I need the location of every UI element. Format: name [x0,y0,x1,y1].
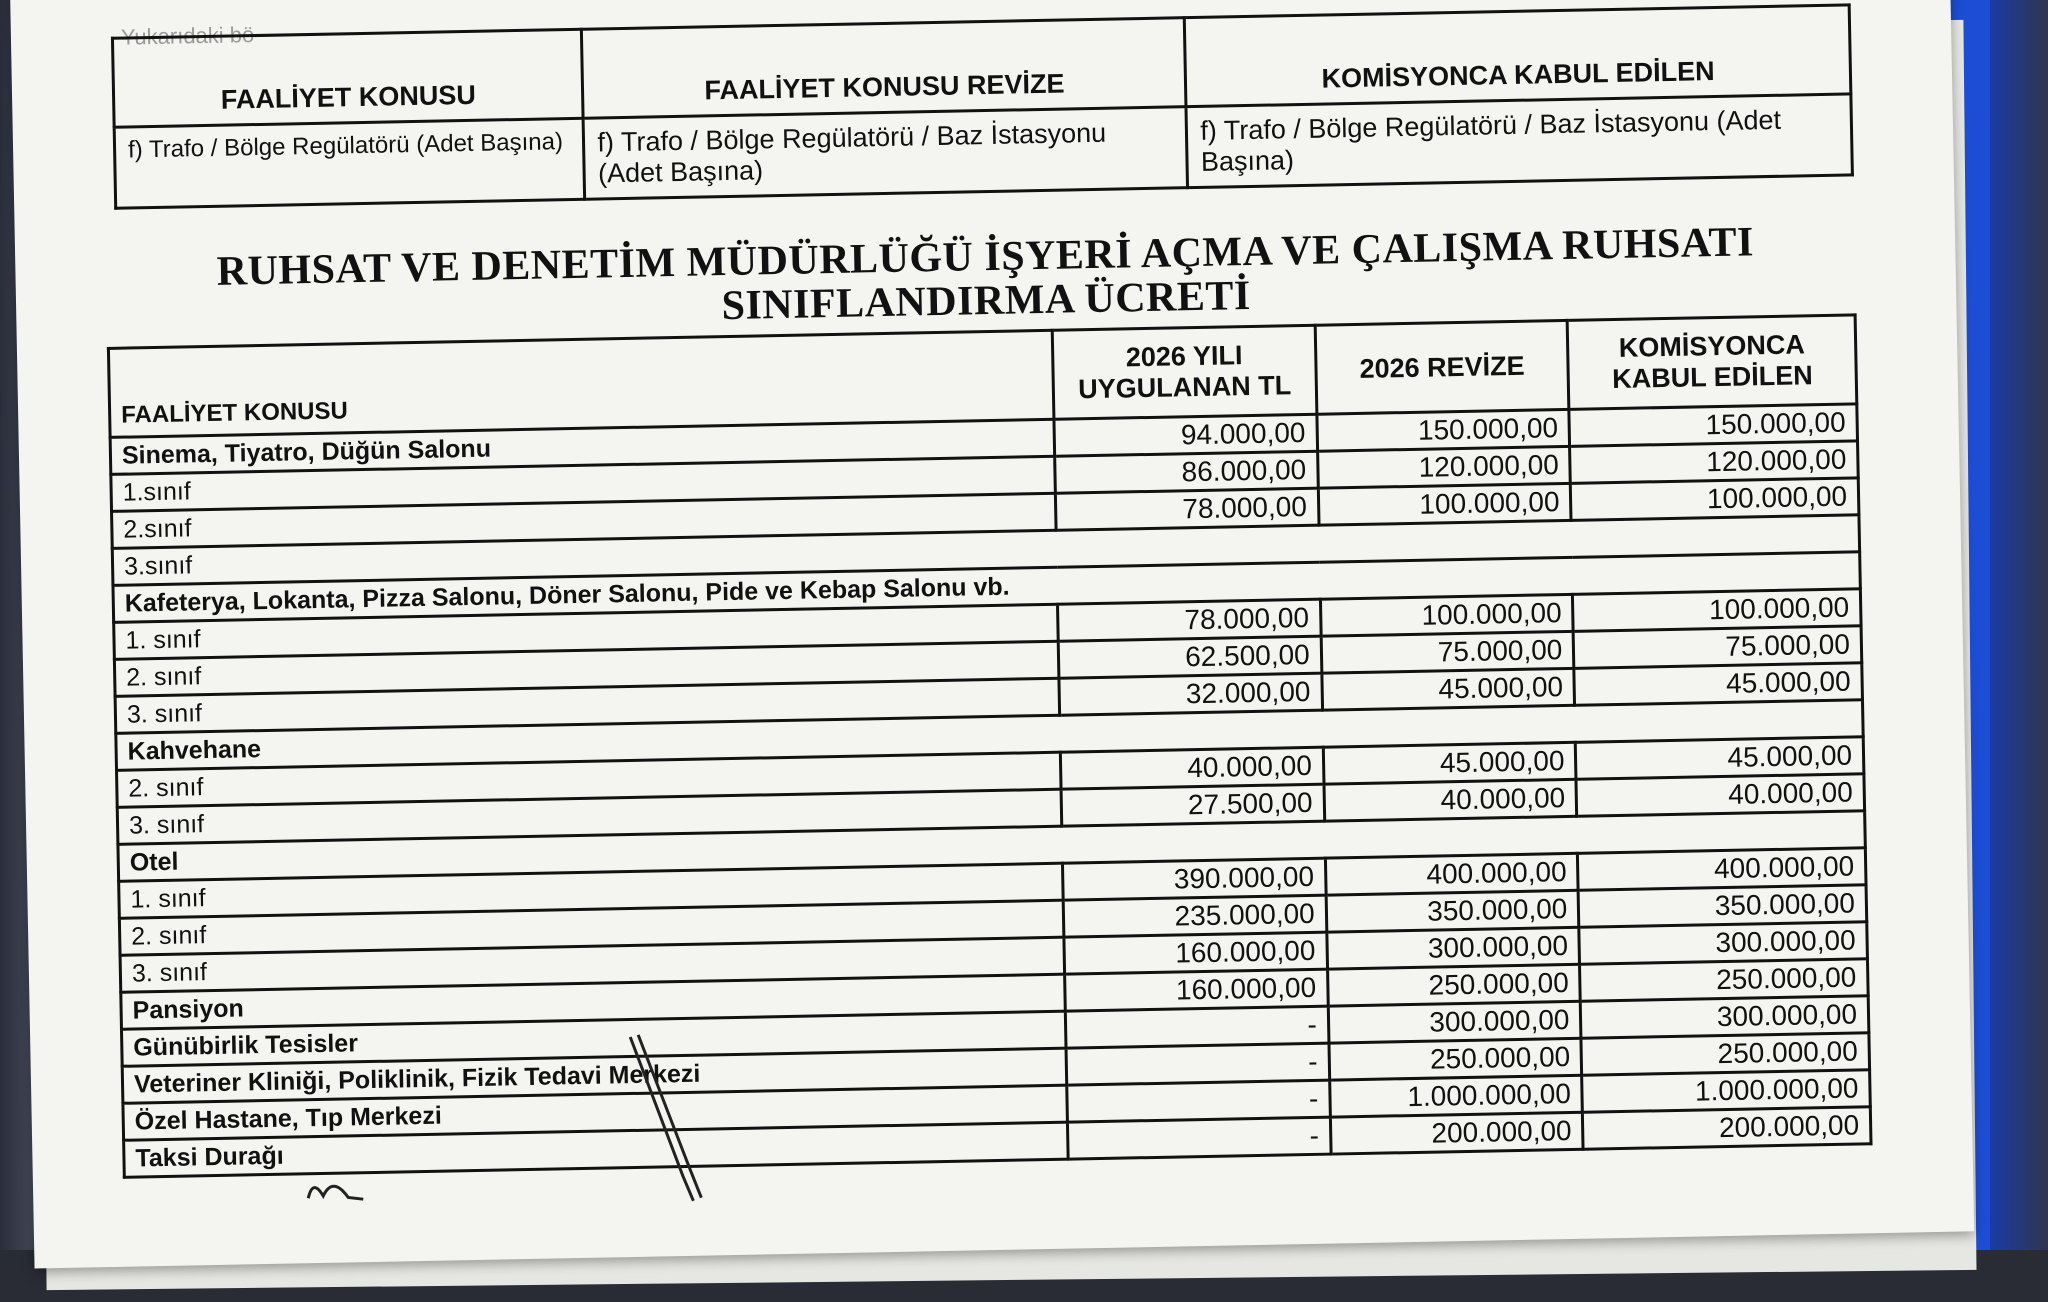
row-value-accepted: 300.000,00 [1581,996,1869,1039]
row-value-accepted: 45.000,00 [1576,737,1864,780]
row-label: 2. sınıf [119,900,1064,955]
row-value-accepted: 350.000,00 [1578,885,1866,928]
row-value-accepted: 75.000,00 [1573,626,1861,669]
row-label: 1. sınıf [114,604,1059,659]
row-value-applied: 78.000,00 [1055,488,1318,530]
row-label: Veteriner Kliniği, Poliklinik, Fizik Tedavi Merkezi [122,1048,1067,1103]
top-header-1: FAALİYET KONUSU [112,29,583,127]
column-header-committee-accepted: KOMİSYONCA KABUL EDİLEN [1568,315,1857,410]
top-cell-2: f) Trafo / Bölge Regülatörü / Baz İstasyonu (Adet Başına) [584,107,1188,200]
row-value-accepted: 120.000,00 [1570,441,1858,484]
row-value-accepted: 1.000.000,00 [1582,1070,1870,1113]
row-value-applied: 160.000,00 [1065,969,1328,1011]
row-value-revised: 400.000,00 [1325,853,1578,895]
row-value-revised: 250.000,00 [1329,1038,1582,1080]
row-value-revised: 300.000,00 [1327,927,1580,969]
row-label: 3. sınıf [115,678,1060,733]
cut-off-text: Yukarıdaki bö [120,22,255,50]
row-label: 2. sınıf [117,752,1062,807]
row-label: 2.sınıf [112,493,1057,548]
pen-signature-mark [620,1025,713,1207]
row-value-revised: 350.000,00 [1326,890,1579,932]
row-value-revised: 300.000,00 [1328,1001,1581,1043]
row-value-accepted: 40.000,00 [1576,774,1864,817]
row-value-accepted: 250.000,00 [1580,959,1868,1002]
row-value-revised: 45.000,00 [1322,668,1575,710]
column-header-2026-applied: 2026 YILI UYGULANAN TL [1052,325,1316,419]
row-value-revised: 100.000,00 [1320,594,1573,636]
group-label: Kafeterya, Lokanta, Pizza Salonu, Döner Salonu, Pide ve Kebap Salonu vb. [113,552,1860,623]
row-value-revised: 100.000,00 [1318,483,1571,525]
row-value-revised: 1.000.000,00 [1329,1075,1582,1117]
folder-edge-right [1990,0,2048,1302]
row-value-applied: 78.000,00 [1058,599,1321,641]
fee-table [107,313,1873,1178]
row-label: Günübirlik Tesisler [121,1011,1066,1066]
row-value-applied: - [1066,1043,1329,1085]
top-header-2: FAALİYET KONUSU REVİZE [582,18,1187,119]
group-label: Kahvehane [116,700,1863,771]
top-cell-3: f) Trafo / Bölge Regülatörü / Baz İstasyonu (Adet Başına) [1186,94,1852,188]
row-value-applied: 390.000,00 [1063,858,1326,900]
row-label: Sinema, Tiyatro, Düğün Salonu [110,419,1055,474]
handwritten-initials [303,1167,384,1209]
document-title: RUHSAT VE DENETİM MÜDÜRLÜĞÜ İŞYERİ AÇMA VE ÇALIŞMA RUHSATI SINIFLANDIRMA ÜCRETİ [216,219,1755,330]
row-value-applied: 27.500,00 [1061,784,1324,826]
row-value-revised: 120.000,00 [1317,446,1570,488]
row-value-accepted: 300.000,00 [1579,922,1867,965]
column-header-activity: FAALİYET KONUSU [108,330,1054,437]
row-value-applied: - [1065,1006,1328,1048]
row-value-revised: 40.000,00 [1324,779,1577,821]
row-value-revised: 45.000,00 [1323,742,1576,784]
row-value-applied: 235.000,00 [1063,895,1326,937]
row-label: Taksi Durağı [124,1122,1069,1177]
top-header-3: KOMİSYONCA KABUL EDİLEN [1185,5,1851,107]
row-value-applied: - [1067,1117,1330,1159]
row-value-applied: 32.000,00 [1059,673,1322,715]
row-value-accepted: 45.000,00 [1574,663,1862,706]
row-value-applied: 40.000,00 [1060,747,1323,789]
row-label: 3. sınıf [120,937,1065,992]
row-value-revised: 75.000,00 [1321,631,1574,673]
row-label: 1.sınıf [111,456,1056,511]
row-value-revised: 250.000,00 [1327,964,1580,1006]
top-cell-1: f) Trafo / Bölge Regülatörü (Adet Başına) [114,118,585,208]
row-value-applied: 62.500,00 [1058,636,1321,678]
row-label: 3.sınıf [112,515,1859,586]
document-page [10,0,1974,1269]
row-value-revised: 150.000,00 [1317,409,1570,451]
row-value-accepted: 100.000,00 [1573,589,1861,632]
row-value-accepted: 250.000,00 [1581,1033,1869,1076]
row-value-applied: 94.000,00 [1054,414,1317,456]
row-value-applied: 160.000,00 [1064,932,1327,974]
row-value-revised: 200.000,00 [1330,1112,1583,1154]
row-label: 3. sınıf [117,789,1062,844]
row-value-accepted: 400.000,00 [1578,848,1866,891]
row-value-accepted: 200.000,00 [1583,1107,1871,1150]
row-label: 1. sınıf [119,863,1064,918]
row-label: Özel Hastane, Tıp Merkezi [123,1085,1068,1140]
row-value-applied: - [1067,1080,1330,1122]
column-header-2026-revised: 2026 REVİZE [1315,320,1569,414]
row-value-accepted: 100.000,00 [1571,478,1859,521]
group-label: Otel [118,811,1865,882]
row-label: 2. sınıf [114,641,1059,696]
row-label: Pansiyon [121,974,1066,1029]
top-table [111,3,1854,209]
row-value-accepted: 150.000,00 [1569,404,1857,447]
row-value-applied: 86.000,00 [1055,451,1318,493]
